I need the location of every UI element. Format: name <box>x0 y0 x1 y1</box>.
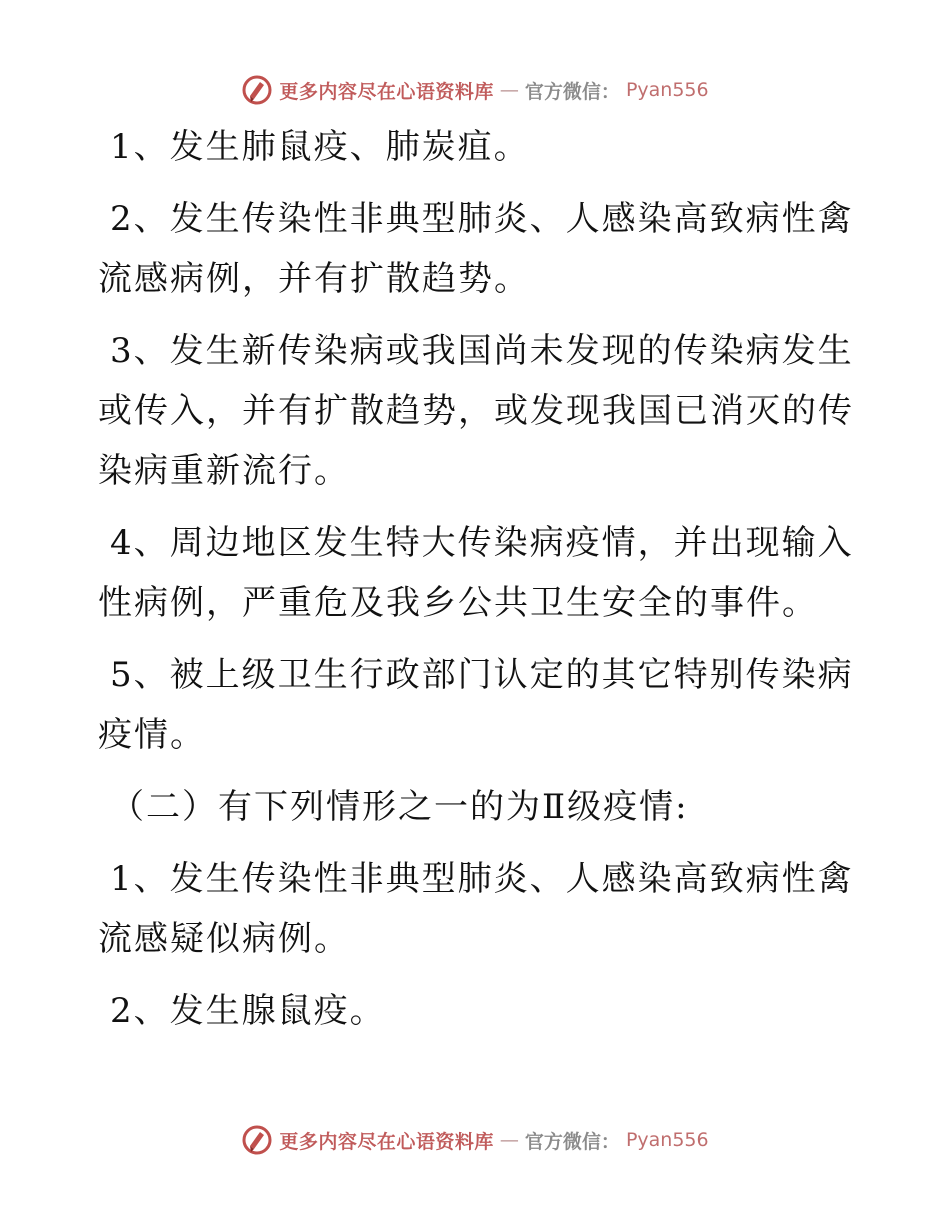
footer-banner-text-wechat: 官方微信： <box>524 1130 620 1153</box>
banner-text-id: Pyan556 <box>625 79 709 101</box>
section-heading-2: （二）有下列情形之一的为Ⅱ级疫情: <box>110 787 689 827</box>
paragraph-6: 1、发生传染性非典型肺炎、人感染高致病性禽流感疑似病例。 <box>98 859 854 959</box>
footer-banner-text-id: Pyan556 <box>625 1129 709 1151</box>
footer-banner <box>0 1120 950 1160</box>
banner-dash: — <box>499 79 519 101</box>
red-ribbon-logo-icon <box>241 1124 273 1156</box>
header-banner <box>0 70 950 110</box>
paragraph-4: 4、周边地区发生特大传染病疫情，并出现输入性病例，严重危及我乡公共卫生安全的事件。 <box>98 523 854 623</box>
paragraph-2: 2、发生传染性非典型肺炎、人感染高致病性禽流感病例，并有扩散趋势。 <box>98 199 854 299</box>
paragraph-3: 3、发生新传染病或我国尚未发现的传染病发生或传入，并有扩散趋势，或发现我国已消灭的传染病重新流行。 <box>98 331 854 491</box>
paragraph-5: 5、被上级卫生行政部门认定的其它特别传染病疫情。 <box>98 655 854 755</box>
paragraph-1: 1、发生肺鼠疫、肺炭疽。 <box>110 127 530 167</box>
footer-banner-dash: — <box>499 1129 519 1151</box>
footer-banner-text-cn: 更多内容尽在心语资料库 <box>279 1130 494 1153</box>
red-ribbon-logo-icon <box>241 74 273 106</box>
banner-text-wechat: 官方微信： <box>524 80 620 103</box>
paragraph-7: 2、发生腺鼠疫。 <box>110 991 386 1031</box>
document-body <box>98 117 858 1053</box>
banner-text-cn: 更多内容尽在心语资料库 <box>279 80 494 103</box>
